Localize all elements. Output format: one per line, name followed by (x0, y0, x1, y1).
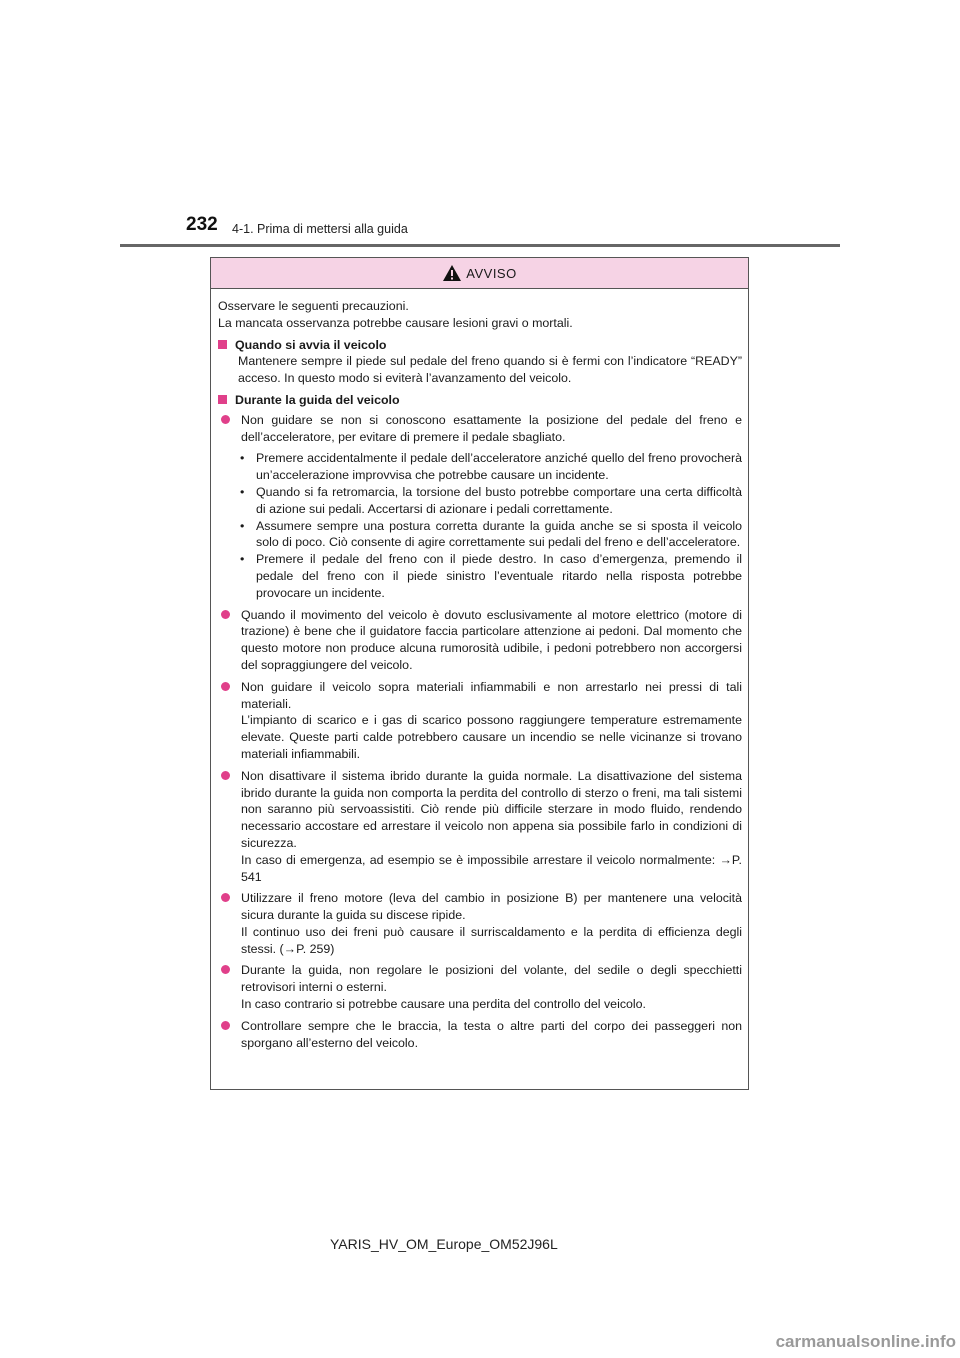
bullet-text: In caso contrario si potrebbe causare una perdita del controllo del veicolo. (241, 997, 647, 1012)
warning-box (210, 257, 749, 1090)
warning-triangle-icon (442, 264, 462, 282)
sub-item-text: Premere il pedale del freno con il piede destro. In caso d’emergenza, premendo il pedale del freno con il piede sinistro l’eventuale ritardo nella risposta potrebbe provocare un incidente. (256, 552, 742, 600)
bullet-item (218, 890, 742, 957)
bullet-text: Utilizzare il freno motore (leva del cambio in posizione B) per mantenere una velocità sicura durante la guida su discese ripide. (241, 891, 742, 923)
sub-list (240, 450, 742, 601)
bullet-body (241, 768, 742, 886)
sub-item: • Assumere sempre una postura corretta durante la guida anche se si sposta il veicolo solo di poco. Ciò consente di agire correttamente sui pedali del freno e dell’acceleratore. (240, 518, 742, 550)
square-bullet-icon (218, 340, 227, 349)
bullet-text: L’impianto di scarico e i gas di scarico possono raggiungere temperature estremamente elevate. Queste parti calde potrebbero causare un incendio se nelle vicinanze si trovano materiali infiammabili. (241, 713, 742, 761)
circle-bullet-icon (218, 412, 241, 446)
section-heading-text: Quando si avvia il veicolo (235, 337, 387, 352)
circle-bullet-icon (218, 768, 241, 886)
square-bullet-icon (218, 395, 227, 404)
section-heading (218, 392, 742, 409)
bullet-body (241, 890, 742, 957)
circle-bullet-icon (218, 962, 241, 1012)
section-start (218, 337, 742, 387)
bullet-body (241, 607, 742, 674)
sub-item-text: Premere accidentalmente il pedale dell’acceleratore anziché quello del freno provocherà un’accelerazione improvvisa che potrebbe causare un incidente. (256, 451, 742, 483)
bullet-text: Durante la guida, non regolare le posizioni del volante, del sedile o degli specchietti retrovisori interni o esterni. (241, 963, 742, 995)
bullet-text: Non guidare se non si conoscono esattamente la posizione del pedale del freno e dell’acceleratore, per evitare di premere il pedale sbagliato. (241, 412, 742, 444)
sub-item-text: Assumere sempre una postura corretta durante la guida anche se si sposta il veicolo solo di poco. Ciò consente di agire correttamente sui pedali del freno e dell’acceleratore. (256, 518, 742, 550)
bullet-body (241, 412, 742, 446)
section-title: 4-1. Prima di mettersi alla guida (232, 222, 408, 236)
sub-item-text: Quando si fa retromarcia, la torsione del busto potrebbe comportare una certa difficoltà di azione sui pedali. Accertarsi di azionare i pedali correttamente. (256, 484, 742, 516)
header-rule (120, 244, 840, 247)
bullet-text: In caso di emergenza, ad esempio se è impossibile arrestare il veicolo normalmente: →P. 541 (241, 852, 742, 884)
circle-bullet-icon (218, 1018, 241, 1052)
bullet-text: Non guidare il veicolo sopra materiali infiammabili e non arrestarlo nei pressi di tali materiali. (241, 679, 742, 711)
bullet-text: Il continuo uso dei freni può causare il surriscaldamento e la perdita di efficienza degli stessi. (→P. 259) (241, 924, 742, 956)
section-driving (218, 392, 742, 1051)
bullet-item (218, 768, 742, 886)
section-heading (218, 337, 742, 354)
warning-title: AVVISO (466, 265, 517, 281)
watermark: carmanualsonline.info (775, 1332, 956, 1351)
bullet-item (218, 412, 742, 446)
intro-line: Osservare le seguenti precauzioni. (218, 299, 409, 313)
warning-body (211, 289, 748, 1051)
sub-item: • Premere il pedale del freno con il piede destro. In caso d’emergenza, premendo il pedale del freno con il piede sinistro l’eventuale ritardo nella risposta potrebbe provocare un incidente. (240, 552, 742, 600)
page-number: 232 (186, 214, 218, 235)
bullet-body (241, 962, 742, 1012)
document-code: YARIS_HV_OM_Europe_OM52J96L (330, 1236, 558, 1252)
sub-item: • Premere accidentalmente il pedale dell’acceleratore anziché quello del freno provocherà un’accelerazione improvvisa che potrebbe causare un incidente. (240, 451, 742, 483)
bullet-text: Controllare sempre che le braccia, la testa o altre parti del corpo dei passeggeri non sporgano all’esterno del veicolo. (241, 1018, 742, 1050)
section-heading-text: Durante la guida del veicolo (235, 392, 400, 407)
bullet-text: Non disattivare il sistema ibrido durante la guida normale. La disattivazione del sistema ibrido durante la guida non comporta la perdita del controllo di sterzo o freni, ma tali sistemi non saranno più servoassistiti. Ciò rende più difficile sterzare in modo fluido, rendendo necessario accostare ed arrestare il veicolo non appena sia possibile farlo in condizioni di sicurezza. (241, 768, 742, 850)
circle-bullet-icon (218, 679, 241, 763)
bullet-item (218, 607, 742, 674)
intro-line: La mancata osservanza potrebbe causare lesioni gravi o mortali. (218, 315, 573, 330)
bullet-body (241, 1018, 742, 1052)
section-text: Mantenere sempre il piede sul pedale del freno quando si è fermi con l’indicatore “READY” acceso. In questo modo si eviterà l’avanzamento del veicolo. (238, 354, 742, 386)
bullet-item (218, 679, 742, 763)
bullet-item (218, 962, 742, 1012)
bullet-text: Quando il movimento del veicolo è dovuto esclusivamente al motore elettrico (motore di trazione) è bene che il guidatore faccia particolare attenzione ai pedoni. Dal momento che questo motore non produce alcuna rumorosità udibile, i pedoni potrebbero non accorgersi del sopraggiungere del veicolo. (241, 607, 742, 672)
circle-bullet-icon (218, 890, 241, 957)
warning-header (211, 258, 748, 289)
sub-item: • Quando si fa retromarcia, la torsione del busto potrebbe comportare una certa difficoltà di azione sui pedali. Accertarsi di azionare i pedali correttamente. (240, 484, 742, 516)
circle-bullet-icon (218, 607, 241, 674)
bullet-item (218, 1018, 742, 1052)
bullet-body (241, 679, 742, 763)
intro (218, 298, 742, 332)
